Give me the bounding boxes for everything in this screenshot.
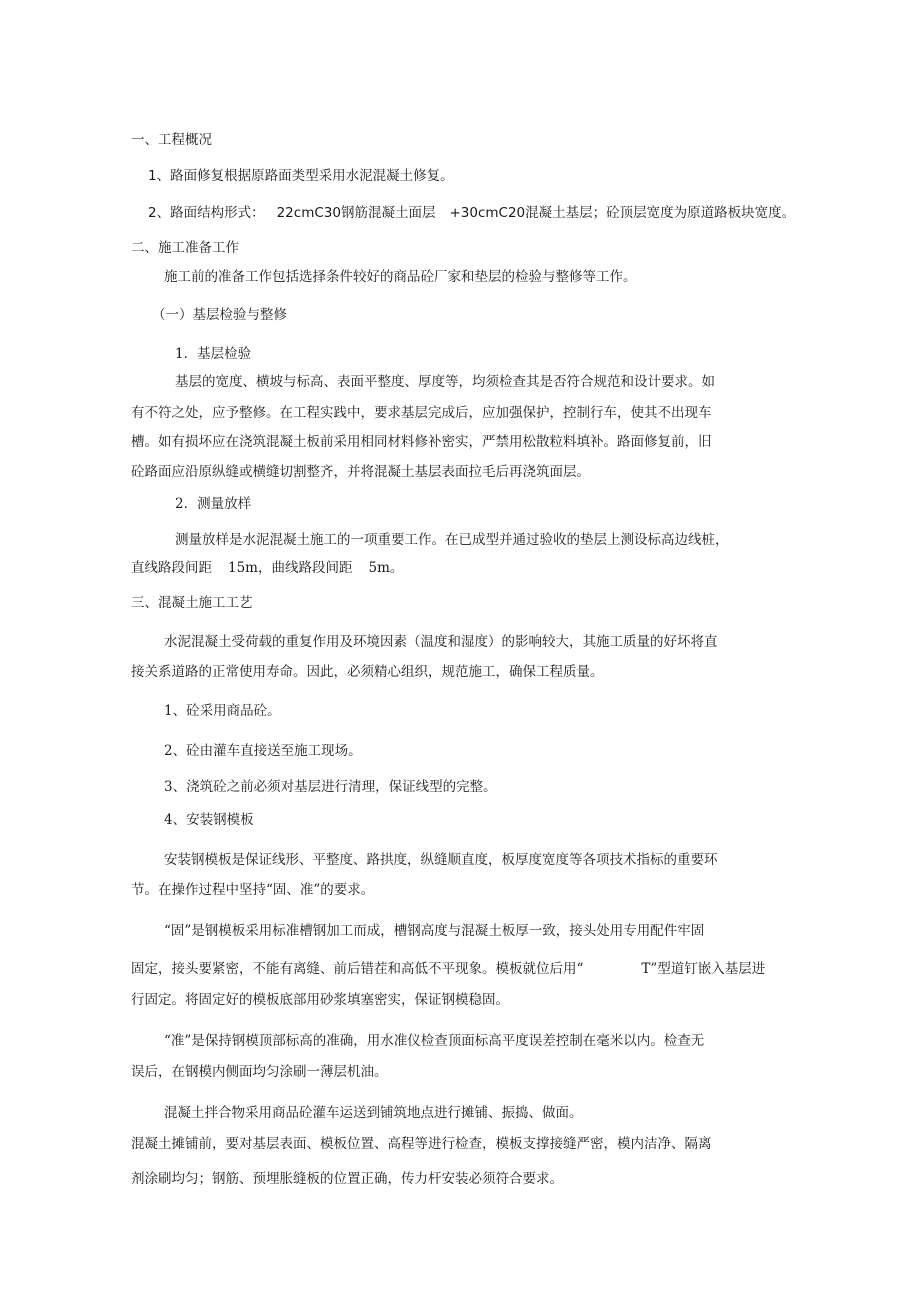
gu-line-2-part-2: T”型道钉嵌入基层进 <box>641 961 766 977</box>
section-1-heading: 一、工程概况 <box>131 132 212 148</box>
section-3-item-1: 1、砼采用商品砼。 <box>164 703 281 719</box>
section-3-intro-line-2: 接关系道路的正常使用寿命。因此，必须精心组织，规范施工，确保工程质量。 <box>131 664 604 680</box>
section-2-subheading-1: （一）基层检验与整修 <box>152 307 287 323</box>
section-2-item-1-line-4: 砼路面应沿原纵缝或横缝切割整齐，并将混凝土基层表面拉毛后再浇筑面层。 <box>131 464 590 480</box>
section-1-item-2 <box>148 204 795 222</box>
section-2-intro: 施工前的准备工作包括选择条件较好的商品砼厂家和垫层的检验与整修等工作。 <box>164 269 637 285</box>
section-2-item-2-line-1: 测量放样是水泥混凝土施工的一项重要工作。在已成型并通过验收的垫层上测设标高边线桩， <box>175 532 729 548</box>
section-1-item-2-spec-1: 22cmC30钢筋混凝土面层 <box>276 205 436 221</box>
section-3-heading: 三、混凝土施工工艺 <box>131 595 253 611</box>
section-3-item-4-para-line-2: 节。在操作过程中坚持“固、准”的要求。 <box>131 882 375 898</box>
section-3-item-4: 4、安装钢模板 <box>164 812 254 828</box>
section-2-item-1-line-2: 有不符之处，应予整修。在工程实践中，要求基层完成后，应加强保护，控制行车，使其不出现车 <box>131 405 712 421</box>
section-2-heading: 二、施工准备工作 <box>131 240 239 256</box>
section-2-item-1-line-3: 槽。如有损坏应在浇筑混凝土板前采用相同材料修补密实，严禁用松散粒料填补。路面修复前，旧 <box>131 434 712 450</box>
section-1-item-1 <box>148 167 454 185</box>
straight-spacing-label: 直线路段间距 <box>131 560 212 576</box>
section-3-item-3: 3、浇筑砼之前必须对基层进行清理，保证线型的完整。 <box>164 779 497 795</box>
section-1-item-1-text: 1、路面修复根据原路面类型采用水泥混凝土修复。 <box>148 168 454 184</box>
curve-spacing-value: 5m。 <box>368 560 404 576</box>
section-1-item-2-spec-2: +30cmC20混凝土基层；砼顶层宽度为原道路板块宽度。 <box>449 205 796 221</box>
gu-paragraph-line-3: 行固定。将固定好的模板底部用砂浆填塞密实，保证钢模稳固。 <box>131 992 509 1008</box>
mix-paragraph-line-1: 混凝土拌合物采用商品砼灌车运送到铺筑地点进行摊铺、振捣、做面。 <box>164 1105 583 1121</box>
gu-paragraph-line-1: “固”是钢模板采用标准槽钢加工而成，槽钢高度与混凝土板厚一致，接头处用专用配件牢固 <box>164 923 705 939</box>
section-3-item-2: 2、砼由灌车直接送至施工现场。 <box>164 743 362 759</box>
section-2-item-2-heading: 2．测量放样 <box>175 496 252 512</box>
mix-paragraph-line-2: 混凝土摊铺前，要对基层表面、模板位置、高程等进行检查，模板支撑接缝严密，模内洁净、隔离 <box>131 1136 712 1152</box>
section-2-item-2-line-2 <box>131 559 403 577</box>
section-3-intro-line-1: 水泥混凝土受荷载的重复作用及环境因素（温度和湿度）的影响较大，其施工质量的好坏将直 <box>164 634 718 650</box>
curve-spacing-label: 15m，曲线路段间距 <box>228 560 353 576</box>
mix-paragraph-line-3: 剂涂刷均匀；钢筋、预埋胀缝板的位置正确，传力杆安装必须符合要求。 <box>131 1171 563 1187</box>
gu-line-2-part-1: 固定，接头要紧密，不能有离缝、前后错茬和高低不平现象。模板就位后用“ <box>131 961 584 977</box>
section-1-item-2-label: 2、路面结构形式： <box>148 205 265 221</box>
section-2-item-1-line-1: 基层的宽度、横坡与标高、表面平整度、厚度等，均须检查其是否符合规范和设计要求。如 <box>175 374 715 390</box>
zhun-paragraph-line-2: 误后，在钢模内侧面均匀涂刷一薄层机油。 <box>131 1064 388 1080</box>
section-3-item-4-para-line-1: 安装钢模板是保证线形、平整度、路拱度，纵缝顺直度，板厚度宽度等各项技术指标的重要环 <box>164 852 718 868</box>
section-2-item-1-heading: 1．基层检验 <box>175 346 252 362</box>
gu-paragraph-line-2 <box>131 960 765 978</box>
zhun-paragraph-line-1: “准”是保持钢模顶部标高的准确，用水准仪检查顶面标高平度误差控制在毫米以内。检查无 <box>164 1033 705 1049</box>
